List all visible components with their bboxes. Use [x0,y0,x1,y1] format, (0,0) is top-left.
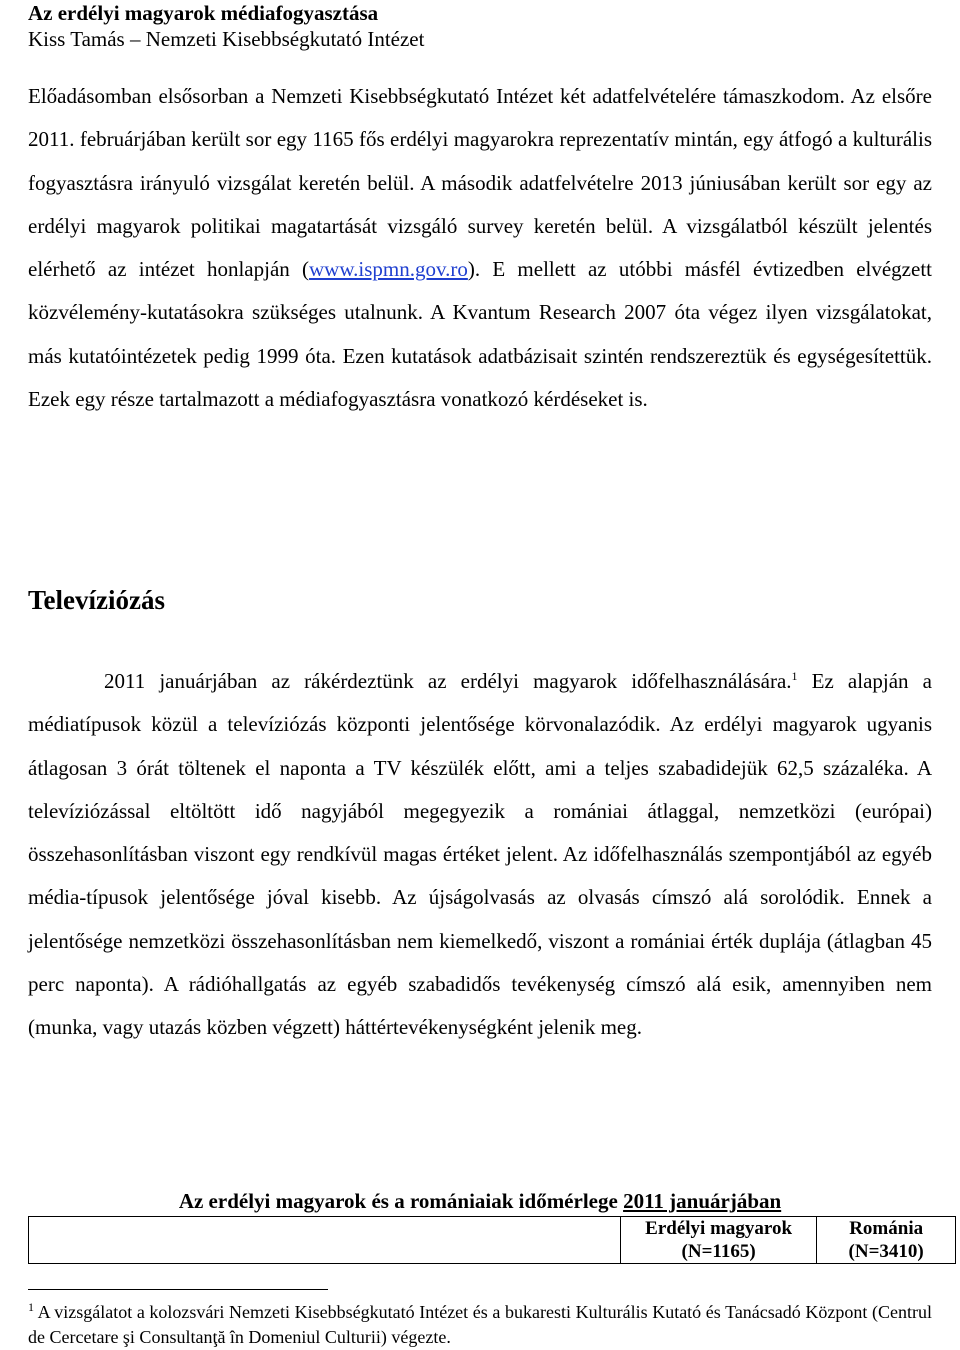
section-paragraph [28,660,932,1050]
col1-label: Erdélyi magyarok [645,1218,793,1239]
table-header-row [29,1217,956,1264]
section-heading: Televíziózás [28,585,165,615]
col1-sample: (N=1165) [681,1241,756,1262]
intro-text-after-link: ). E mellett az utóbbi másfél évtizedben elvégzett közvélemény-kutatásokra szükséges utalnunk. A Kvantum Research 2007 óta végez ilyen vizsgálatokat, más kutatóintézetek pedig 1999 óta. Ezen kutatások adatbázisait szintén rendszereztük és egységesítettük. Ezek egy része tartalmazott a médiafogyasztásra vonatkozó kérdéseket is. [28,257,932,412]
table-header-romania [817,1217,956,1264]
table-title-date: 2011 januárjában [623,1189,782,1213]
time-budget-table [28,1216,956,1264]
col2-sample: (N=3410) [848,1241,924,1262]
document-title: Az erdélyi magyarok médiafogyasztása [28,1,379,25]
intro-text-before-link: Előadásomban elsősorban a Nemzeti Kisebbségkutató Intézet két adatfelvételére támaszkodom. Az elsőre 2011. februárjában került sor egy 1165 fős erdélyi magyarokra reprezentatív mintán, egy átfogó a kulturális fogyasztásra irányuló vizsgálat keretén belül. A második adatfelvételre 2013 júniusában került sor egy az erdélyi magyarok politikai magatartását vizsgáló survey keretén belül. A vizsgálatból készült jelentés elérhető az intézet honlapján ( [28,84,932,282]
table-empty-header-cell [29,1217,621,1264]
section-text-before-note: 2011 januárjában az rákérdeztünk az erdélyi magyarok időfelhasználására. [104,669,792,693]
table-title [0,1186,960,1216]
footnote-number: 1 [28,1300,34,1314]
document-author: Kiss Tamás – Nemzeti Kisebbségkutató Intézet [28,27,425,51]
footnote-separator [28,1289,328,1290]
footnote-text: A vizsgálatot a kolozsvári Nemzeti Kisebbségkutató Intézet és a bukaresti Kulturális Kutató és Tanácsadó Központ (Centrul de Cercetare şi Consultanţă în Domeniul Culturii) végezte. [28,1302,932,1347]
intro-paragraph [28,75,932,421]
footnote [28,1300,932,1350]
table-header-erdelyi [620,1217,816,1264]
col2-label: Románia [849,1218,924,1239]
footnote-reference[interactable]: 1 [791,669,798,683]
table-title-main: Az erdélyi magyarok és a romániaiak időmérlege [178,1189,624,1213]
section-text-after-note: Ez alapján a médiatípusok közül a televíziózás központi jelentősége körvonalazódik. Az erdélyi magyarok ugyanis átlagosan 3 órát töltenek el naponta a TV készülék előtt, ami a teljes szabadidejük 62,5 százaléka. A televíziózással eltöltött idő nagyjából megegyezik a romániai átlaggal, nemzetközi (európai) összehasonlításban viszont egy rendkívül magas értéket jelent. Az időfelhasználás szempontjából az egyéb média-típusok jelentősége jóval kisebb. Az újságolvasás az olvasás címszó alá sorolódik. Ennek a jelentősége nemzetközi összehasonlításban nem kiemelkedő, viszont a romániai érték duplája (átlagban 45 perc naponta). A rádióhallgatás az egyéb szabadidős tevékenység címszó alá esik, amennyiben nem (munka, vagy utazás közben végzett) háttértevékenységként jelenik meg. [28,669,933,1040]
institute-website-link[interactable]: www.ispmn.gov.ro [309,257,468,282]
